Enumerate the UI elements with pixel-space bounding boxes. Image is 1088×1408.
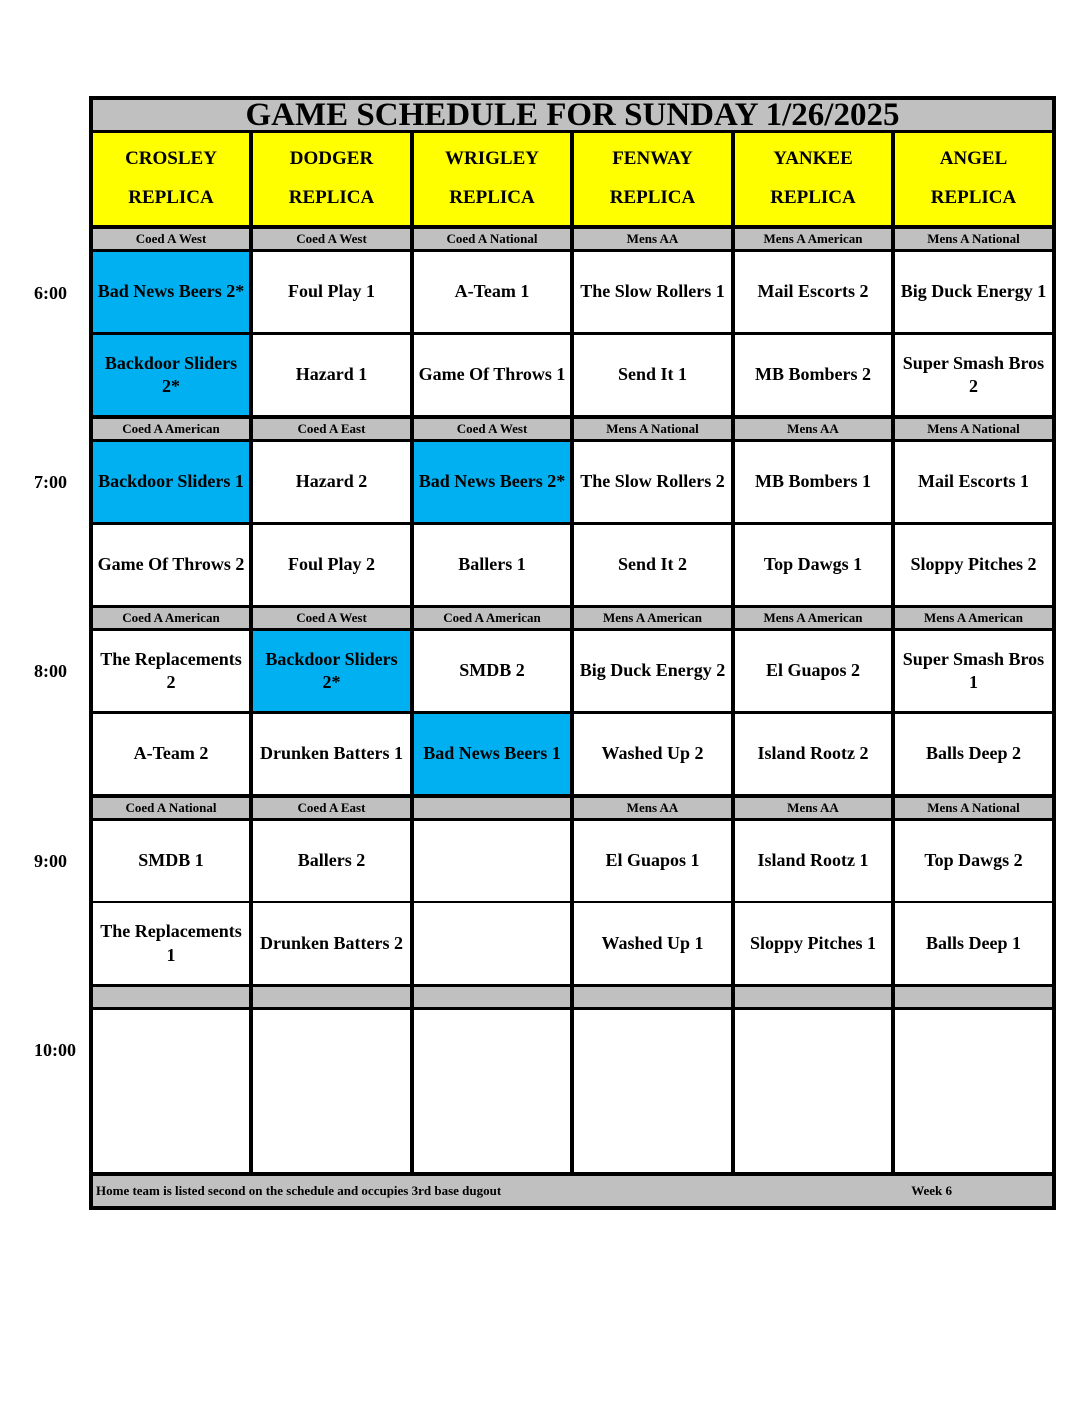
division-label: Coed A West — [253, 229, 410, 249]
time-label: 9:00 — [34, 851, 67, 871]
game-away-team: Bad News Beers 2* — [414, 442, 570, 522]
game-away-team: SMDB 1 — [93, 821, 249, 901]
empty-slot-cell — [895, 1010, 1052, 1172]
time-label: 10:00 — [34, 1040, 76, 1060]
game-away-team: Big Duck Energy 1 — [895, 252, 1052, 332]
field-header-dodger — [253, 133, 410, 225]
field-subtitle: REPLICA — [128, 187, 214, 209]
time-label: 8:00 — [34, 661, 67, 681]
division-label: Coed A American — [93, 419, 249, 439]
game-away-team: Backdoor Sliders 2* — [253, 631, 410, 711]
game-home-team: The Replacements 1 — [93, 903, 249, 984]
game-home-team: Foul Play 2 — [253, 525, 410, 605]
division-label: Coed A National — [414, 229, 570, 249]
empty-slot-cell — [414, 1010, 570, 1172]
field-subtitle: REPLICA — [288, 187, 375, 209]
time-label: 6:00 — [34, 283, 67, 303]
empty-slot-cell — [735, 1010, 891, 1172]
spacer-row — [253, 987, 410, 1007]
division-label: Coed A American — [93, 608, 249, 628]
division-label: Coed A West — [414, 419, 570, 439]
field-name: CROSLEY — [125, 148, 217, 170]
division-label: Mens A National — [895, 419, 1052, 439]
game-away-team: Mail Escorts 2 — [735, 252, 891, 332]
spacer-row — [895, 987, 1052, 1007]
game-away-team: Foul Play 1 — [253, 252, 410, 332]
division-label: Coed A National — [93, 798, 249, 818]
division-label: Mens AA — [574, 798, 731, 818]
field-header-yankee — [735, 133, 891, 225]
empty-slot-cell — [574, 1010, 731, 1172]
game-home-team: Hazard 1 — [253, 335, 410, 415]
game-away-team: Backdoor Sliders 1 — [93, 442, 249, 522]
game-away-team: Bad News Beers 2* — [93, 252, 249, 332]
page-title: GAME SCHEDULE FOR SUNDAY 1/26/2025 — [93, 100, 1052, 130]
game-away-team: Ballers 2 — [253, 821, 410, 901]
game-home-team: Game Of Throws 1 — [414, 335, 570, 415]
division-label: Mens A American — [735, 608, 891, 628]
schedule-table — [89, 96, 1056, 1210]
time-label: 7:00 — [34, 472, 67, 492]
game-away-team: The Slow Rollers 2 — [574, 442, 731, 522]
game-home-team: Sloppy Pitches 2 — [895, 525, 1052, 605]
division-label: Coed A West — [253, 608, 410, 628]
game-home-team: Ballers 1 — [414, 525, 570, 605]
field-name: YANKEE — [773, 148, 853, 170]
game-away-team: Super Smash Bros 1 — [895, 631, 1052, 711]
field-name: WRIGLEY — [445, 148, 539, 170]
game-home-team: Send It 1 — [574, 335, 731, 415]
field-name: ANGEL — [939, 148, 1008, 170]
game-home-team: Send It 2 — [574, 525, 731, 605]
field-header-angel — [895, 133, 1052, 225]
game-home-team: Game Of Throws 2 — [93, 525, 249, 605]
game-home-team: Drunken Batters 2 — [253, 903, 410, 984]
division-label: Coed A American — [414, 608, 570, 628]
game-home-team: Drunken Batters 1 — [253, 714, 410, 794]
field-name: DODGER — [289, 148, 374, 170]
game-home-team: Island Rootz 2 — [735, 714, 891, 794]
game-away-team: The Replacements 2 — [93, 631, 249, 711]
field-name: FENWAY — [612, 148, 693, 170]
game-away-team: A-Team 1 — [414, 252, 570, 332]
field-subtitle: REPLICA — [930, 187, 1017, 209]
game-away-team: SMDB 2 — [414, 631, 570, 711]
division-label: Mens A National — [574, 419, 731, 439]
division-label: Coed A East — [253, 798, 410, 818]
field-subtitle: REPLICA — [770, 187, 856, 209]
division-label — [414, 798, 570, 818]
game-home-team — [414, 903, 570, 984]
game-away-team: Hazard 2 — [253, 442, 410, 522]
game-home-team: Sloppy Pitches 1 — [735, 903, 891, 984]
spacer-row — [414, 987, 570, 1007]
game-away-team: El Guapos 1 — [574, 821, 731, 901]
division-label: Mens A American — [895, 608, 1052, 628]
division-label: Coed A West — [93, 229, 249, 249]
game-away-team: MB Bombers 1 — [735, 442, 891, 522]
division-label: Mens A National — [895, 798, 1052, 818]
field-header-wrigley — [414, 133, 570, 225]
game-away-team: Top Dawgs 2 — [895, 821, 1052, 901]
field-header-crosley — [93, 133, 249, 225]
division-label: Mens A American — [735, 229, 891, 249]
game-home-team: Balls Deep 1 — [895, 903, 1052, 984]
empty-slot-cell — [93, 1010, 249, 1172]
empty-slot-cell — [253, 1010, 410, 1172]
division-label: Mens AA — [735, 798, 891, 818]
game-home-team: Super Smash Bros 2 — [895, 335, 1052, 415]
spacer-row — [574, 987, 731, 1007]
spacer-row — [735, 987, 891, 1007]
game-away-team: El Guapos 2 — [735, 631, 891, 711]
division-label: Mens A National — [895, 229, 1052, 249]
game-away-team: The Slow Rollers 1 — [574, 252, 731, 332]
field-subtitle: REPLICA — [609, 187, 696, 209]
footer-note: Home team is listed second on the schedule and occupies 3rd base dugout — [96, 1182, 502, 1198]
field-header-fenway — [574, 133, 731, 225]
game-home-team: Washed Up 2 — [574, 714, 731, 794]
game-home-team: Balls Deep 2 — [895, 714, 1052, 794]
division-label: Coed A East — [253, 419, 410, 439]
week-label: Week 6 — [911, 1182, 952, 1198]
footer-bar — [93, 1176, 1052, 1206]
division-label: Mens AA — [735, 419, 891, 439]
game-home-team: Washed Up 1 — [574, 903, 731, 984]
spacer-row — [93, 987, 249, 1007]
game-home-team: Top Dawgs 1 — [735, 525, 891, 605]
field-subtitle: REPLICA — [449, 187, 535, 209]
division-label: Mens AA — [574, 229, 731, 249]
game-home-team: Bad News Beers 1 — [414, 714, 570, 794]
game-away-team: Mail Escorts 1 — [895, 442, 1052, 522]
game-away-team: Big Duck Energy 2 — [574, 631, 731, 711]
game-home-team: Backdoor Sliders 2* — [93, 335, 249, 415]
division-label: Mens A American — [574, 608, 731, 628]
game-away-team — [414, 821, 570, 901]
game-away-team: Island Rootz 1 — [735, 821, 891, 901]
game-home-team: MB Bombers 2 — [735, 335, 891, 415]
game-home-team: A-Team 2 — [93, 714, 249, 794]
